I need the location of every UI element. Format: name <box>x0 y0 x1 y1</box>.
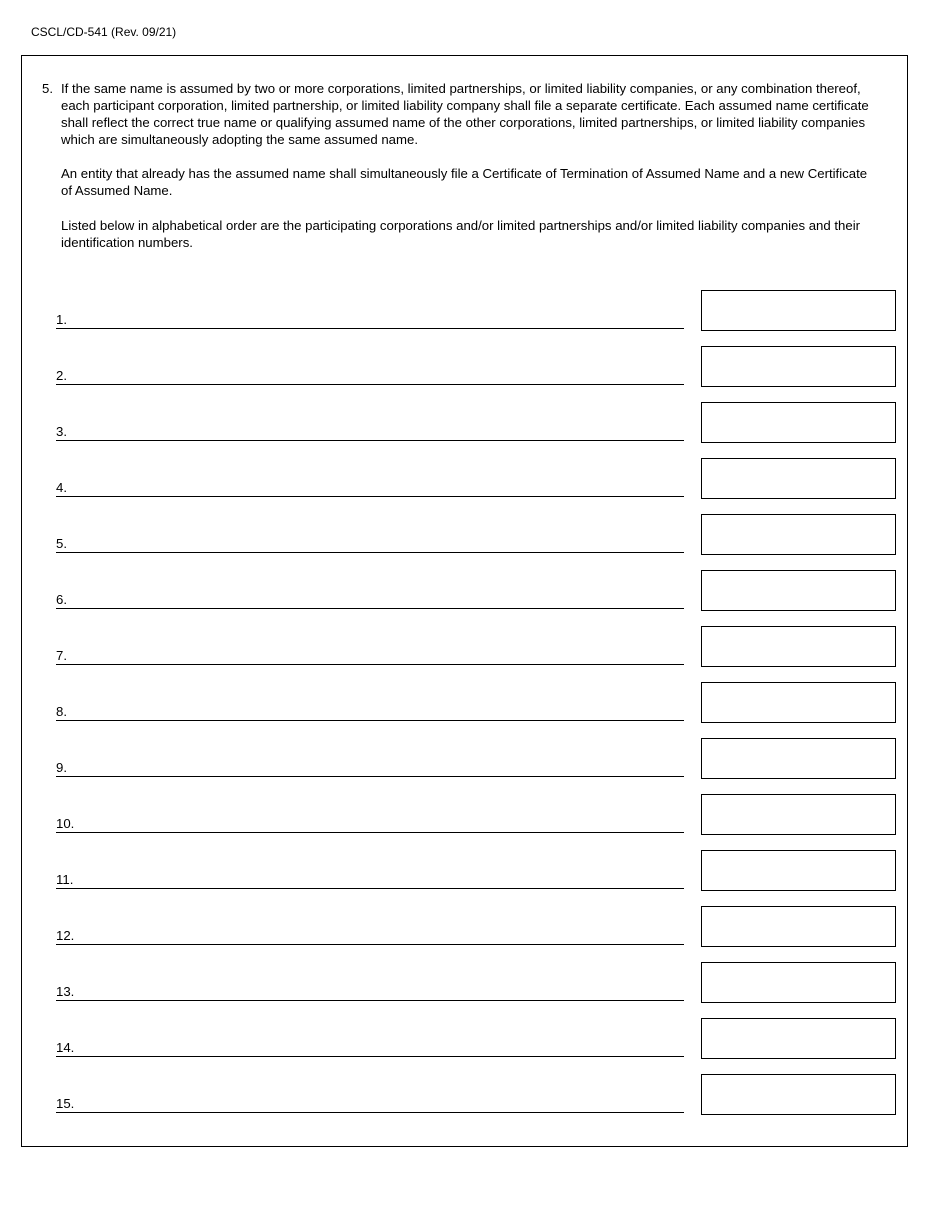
row-label-5: 5. <box>56 536 67 551</box>
instruction-paragraph-1: If the same name is assumed by two or more corporations, limited partnerships, or limited liability companies, or any combination thereof, each participant corporation, limited partnership, or limited liability company shall file a separate certificate. Each assumed name certificate shall reflect the correct true name or qualifying assumed name of the other corporations, limited partnerships, or limited liability companies which are simultaneously adopting the same assumed name. <box>61 81 869 147</box>
instruction-paragraph-2: An entity that already has the assumed name shall simultaneously file a Certificate of Termination of Assumed Name and a new Certificate of Assumed Name. <box>61 166 868 198</box>
id-number-box-6[interactable] <box>701 570 896 611</box>
row-label-11: 11. <box>56 872 74 887</box>
row-label-3: 3. <box>56 424 67 439</box>
id-number-box-8[interactable] <box>701 682 896 723</box>
entity-name-field-1[interactable] <box>56 328 684 329</box>
id-number-box-5[interactable] <box>701 514 896 555</box>
entity-name-field-14[interactable] <box>56 1056 684 1057</box>
entity-name-field-4[interactable] <box>56 496 684 497</box>
id-number-box-2[interactable] <box>701 346 896 387</box>
id-number-box-11[interactable] <box>701 850 896 891</box>
row-label-15: 15. <box>56 1096 75 1111</box>
row-label-4: 4. <box>56 480 67 495</box>
instruction-paragraph-3: Listed below in alphabetical order are the participating corporations and/or limited partnerships and/or limited liability companies and their identification numbers. <box>61 218 861 250</box>
row-label-8: 8. <box>56 704 67 719</box>
row-label-2: 2. <box>56 368 67 383</box>
entity-name-field-10[interactable] <box>56 832 684 833</box>
row-label-10: 10. <box>56 816 75 831</box>
entity-name-field-11[interactable] <box>56 888 684 889</box>
entity-name-field-9[interactable] <box>56 776 684 777</box>
entity-name-field-2[interactable] <box>56 384 684 385</box>
id-number-box-12[interactable] <box>701 906 896 947</box>
entity-name-field-13[interactable] <box>56 1000 684 1001</box>
entity-name-field-12[interactable] <box>56 944 684 945</box>
row-label-12: 12. <box>56 928 75 943</box>
entity-name-field-3[interactable] <box>56 440 684 441</box>
row-label-13: 13. <box>56 984 75 999</box>
row-label-6: 6. <box>56 592 67 607</box>
id-number-box-9[interactable] <box>701 738 896 779</box>
row-label-7: 7. <box>56 648 67 663</box>
section-number: 5. <box>42 81 53 96</box>
id-number-box-14[interactable] <box>701 1018 896 1059</box>
form-code: CSCL/CD-541 (Rev. 09/21) <box>31 25 177 39</box>
id-number-box-13[interactable] <box>701 962 896 1003</box>
entity-name-field-8[interactable] <box>56 720 684 721</box>
id-number-box-15[interactable] <box>701 1074 896 1115</box>
id-number-box-1[interactable] <box>701 290 896 331</box>
id-number-box-7[interactable] <box>701 626 896 667</box>
entity-name-field-5[interactable] <box>56 552 684 553</box>
id-number-box-4[interactable] <box>701 458 896 499</box>
id-number-box-3[interactable] <box>701 402 896 443</box>
entity-name-field-15[interactable] <box>56 1112 684 1113</box>
entity-name-field-7[interactable] <box>56 664 684 665</box>
entity-name-field-6[interactable] <box>56 608 684 609</box>
row-label-14: 14. <box>56 1040 75 1055</box>
row-label-1: 1. <box>56 312 67 327</box>
row-label-9: 9. <box>56 760 67 775</box>
id-number-box-10[interactable] <box>701 794 896 835</box>
